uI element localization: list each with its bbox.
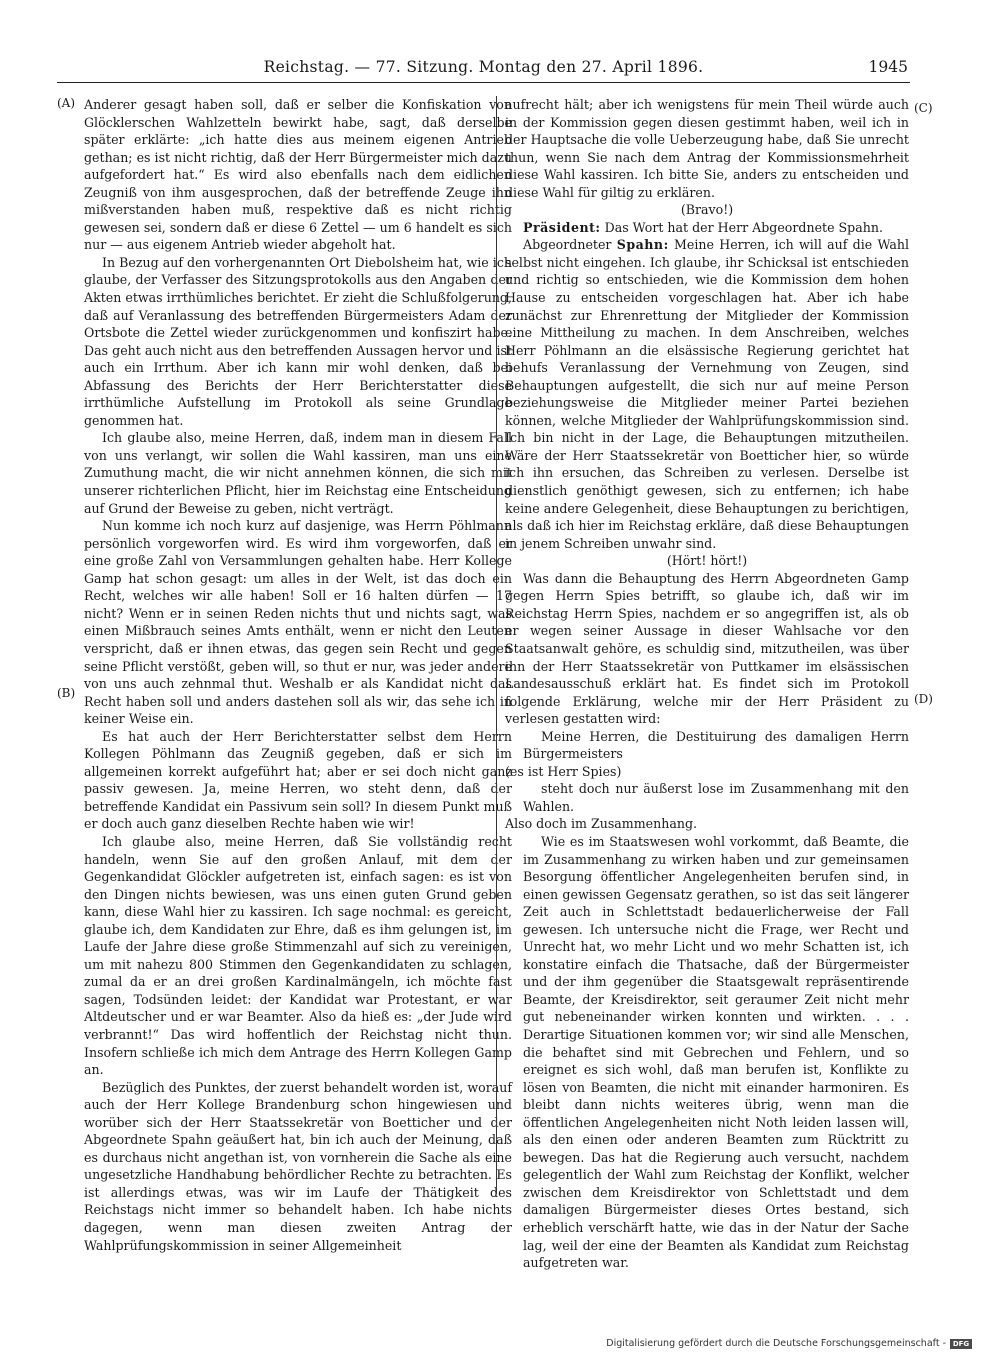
paragraph: Also doch im Zusammenhang. <box>505 816 698 832</box>
parenthetical: (es ist Herr Spies) <box>505 763 622 779</box>
margin-marker-d: (D) <box>914 692 933 706</box>
digitization-credit <box>606 1338 972 1349</box>
left-column <box>84 96 512 1254</box>
speaker-spahn: Spahn: <box>616 237 669 253</box>
paragraph: aufrecht hält; aber ich wenigstens für mein Theil würde auch in der Kommission gegen diesen gestimmt haben, weil ich in der Hauptsache die volle Ueberzeugung habe, daß Sie unrecht thun, wenn Sie nach dem Antrag der Kommissionsmehrheit diese Wahl kassiren. Ich bitte Sie, anders zu entscheiden und diese Wahl für giltig zu erklären. <box>505 97 909 200</box>
credit-text: Digitalisierung gefördert durch die Deutsche Forschungsgemeinschaft - <box>606 1338 946 1349</box>
margin-marker-c: (C) <box>914 101 933 115</box>
spahn-statement <box>505 236 909 552</box>
page-number: 1945 <box>868 58 908 76</box>
paragraph: In Bezug auf den vorhergenannten Ort Diebolsheim hat, wie ich glaube, der Verfasser des Sitzungsprotokolls aus den Angaben der Akten etwas irrthümliches berichtet. Er zieht die Schlußfolgerung, daß auf Veranlassung des betreffenden Bürgermeisters Adam der Ortsbote die Zettel wieder zurückgenommen und konfiszirt habe. Das geht auch nicht aus den betreffenden Aussagen hervor und ist auch ein Irrthum. Aber ich kann mir wohl denken, daß bei Abfassung des Berichts der Herr Berichterstatter diese irrthümliche Aufstellung im Protokoll als seine Grundlage genommen hat. <box>84 254 512 428</box>
right-column <box>505 96 909 1272</box>
president-text: Das Wort hat der Herr Abgeordnete Spahn. <box>604 219 883 235</box>
interjection-hoert: (Hört! hört!) <box>666 553 748 569</box>
spahn-text: Meine Herren, ich will auf die Wahl selbst nicht eingehen. Ich glaube, ihr Schicksal ist entschieden und richtig so entschieden, wie die Kommission dem hohen Hause zu entscheiden vorgeschlagen hat. Aber ich habe zunächst zur Ehrenrettung der Mitglieder der Kommission eine Mittheilung zu machen. In dem Anschreiben, welches Herr Pöhlmann an die elsässische Regierung gerichtet hat behufs Veranlassung der Vernehmung von Zeugen, sind Behauptungen aufgestellt, die sich nur auf meine Person beziehungsweise die Mitglieder meiner Partei beziehen können, welche Mitglieder der Wahlprüfungskommission sind. Ich bin nicht in der Lage, die Behauptungen mitzutheilen. Wäre der Herr Staatssekretär von Boetticher hier, so würde ich ihn ersuchen, das Schreiben zu verlesen. Derselbe ist dienstlich genöthigt gewesen, sich zu entfernen; ich habe keine andere Gelegenheit, diese Behauptungen zu berichtigen, als daß ich hier im Reichstag erkläre, daß diese Behauptungen in jenem Schreiben unwahr sind. <box>505 237 909 551</box>
paragraph: Ich glaube also, meine Herren, daß Sie vollständig recht handeln, wenn Sie auf den großen Anlauf, mit dem der Gegenkandidat Glöckler aufgetreten ist, einfach sagen: es ist von den Dingen nichts bewiesen, was uns einen guten Grund geben kann, diese Wahl hier zu kassiren. Ich sage nochmal: es gereicht, glaube ich, dem Kandidaten zur Ehre, daß es ihm gelungen ist, im Laufe der Jahre diese große Stimmenzahl auf sich zu vereinigen, um mit nahezu 800 Stimmen den Gegenkandidaten zu schlagen, zumal da er an drei großen Kardinalmängeln, ich möchte fast sagen, Todsünden leidet: der Kandidat war Protestant, er war Altdeutscher und er war Beamter. Also da hieß es: „der Jude wird verbrannt!“ Das wird hoffentlich der Reichstag nicht thun. Insofern schließe ich mich dem Antrage des Herrn Kollegen Gamp an. <box>84 833 512 1078</box>
dfg-logo: DFG <box>950 1339 972 1349</box>
column-divider <box>496 96 497 1194</box>
quotation: steht doch nur äußerst lose im Zusammenhang mit den Wahlen. <box>523 781 909 814</box>
margin-marker-b: (B) <box>57 686 76 700</box>
interjection-bravo: (Bravo!) <box>680 202 734 218</box>
margin-marker-a: (A) <box>57 96 76 110</box>
paragraph: Bezüglich des Punktes, der zuerst behandelt worden ist, worauf auch der Herr Kollege Brandenburg schon hingewiesen und worüber sich der Herr Staatssekretär von Boetticher und der Abgeordnete Spahn geäußert hat, bin ich auch der Meinung, daß es durchaus nicht angethan ist, von vornherein die Sache als eine ungesetzliche Handhabung behördlicher Rechte zu betrachten. Es ist allerdings etwas, was wir im Laufe der Thätigkeit des Reichstags nicht immer so behandelt haben. Ich habe nichts dagegen, wenn man diesen zweiten Antrag der Wahlprüfungskommission in seiner Allgemeinheit <box>84 1079 512 1253</box>
speaker-president: Präsident: <box>523 219 601 235</box>
running-header <box>57 56 910 83</box>
quotation: Wie es im Staatswesen wohl vorkommt, daß Beamte, die im Zusammenhang zu wirken haben und zur gemeinsamen Besorgung öffentlicher Angelegenheiten berufen sind, in einen gewissen Gegensatz gerathen, so ist das seit längerer Zeit auch in Schlettstadt bedauerlicherweise der Fall gewesen. Ich untersuche nicht die Frage, wer Recht und Unrecht hat, wo mehr Licht und wo mehr Schatten ist, ich konstatire einfach die Thatsache, daß der Bürgermeister und der ihm gegenüber die Staatsgewalt repräsentirende Beamte, der Kreisdirektor, seit geraumer Zeit nicht mehr gut nebeneinander wirken konnten und wirkten. . . . Derartige Situationen kommen vor; wir sind alle Menschen, die behaftet sind mit Gebrechen und Fehlern, und so ereignet es sich wohl, daß man berufen ist, Konflikte zu lösen von Beamten, die nicht mit einander harmoniren. Es bleibt dann nichts weiteres übrig, wenn man die öffentlichen Angelegenheiten nicht Noth leiden lassen will, als den einen oder anderen Beamten zum Rücktritt zu bewegen. Das hat die Regierung auch versucht, nachdem gelegentlich der Wahl zum Reichstag der Konflikt, welcher zwischen dem Kreisdirektor von Schlettstadt und dem damaligen Bürgermeister dieses Ortes bestand, sich erheblich verschärft hatte, wie das in der Natur der Sache lag, weil der eine der Beamten als Kandidat zum Reichstag aufgetreten war. <box>523 833 909 1271</box>
running-title: Reichstag. — 77. Sitzung. Montag den 27. April 1896. <box>263 58 704 76</box>
paragraph: Ich glaube also, meine Herren, daß, indem man in diesem Fall von uns verlangt, wir sollen die Wahl kassiren, man uns eine Zumuthung macht, die wir nicht annehmen können, die sich mit unserer richterlichen Pflicht, hier im Reichstag eine Entscheidung auf Grund der Beweise zu geben, nicht verträgt. <box>84 430 512 516</box>
paragraph: Anderer gesagt haben soll, daß er selber die Konfiskation von Glöcklerschen Wahlzetteln bewirkt habe, sagt, daß derselbe später erklärte: „ich hatte dies aus meinem eigenen Antrieb gethan; es ist nicht richtig, daß der Herr Bürgermeister mich dazu aufgefordert hat.“ Es wird also ebenfalls nach dem eidlichen Zeugniß von ihm ausgesprochen, daß der betreffende Zeuge ihn mißverstanden haben muß, respektive daß es nicht richtig gewesen sei, sondern daß er diese 6 Zettel — um 6 handelt es sich nur — aus eigenem Antrieb wieder abgeholt hat. <box>84 97 512 253</box>
paragraph: Was dann die Behauptung des Herrn Abgeordneten Gamp gegen Herrn Spies betrifft, so glaube ich, daß wir im Reichstag Herrn Spies, nachdem er so angegriffen ist, als ob er wegen seiner Aussage in dieser Wahlsache vor den Staatsanwalt gehöre, es schuldig sind, mitzutheilen, was über ihn der Herr Staatssekretär von Puttkamer im elsässischen Landesausschuß erklärt hat. Es findet sich im Protokoll folgende Erklärung, welche mir der Herr Präsident zu verlesen gestatten wird: <box>505 570 909 727</box>
paragraph: Es hat auch der Herr Berichterstatter selbst dem Herrn Kollegen Pöhlmann das Zeugniß gegeben, daß er sich im allgemeinen korrekt aufgeführt hat; aber er sei doch nicht ganz passiv gewesen. Ja, meine Herren, wo steht denn, daß der betreffende Kandidat ein Passivum sein soll? In diesem Punkt muß er doch auch ganz dieselben Rechte haben wie wir! <box>84 728 512 832</box>
speaker-title: Abgeordneter <box>523 237 612 253</box>
paragraph: Nun komme ich noch kurz auf dasjenige, was Herrn Pöhlmann persönlich vorgeworfen wird. Es wird ihm vorgeworfen, daß er eine große Zahl von Versammlungen gehalten habe. Herr Kollege Gamp hat schon gesagt: um alles in der Welt, ist das doch ein Recht, welches wir alle haben! Soll er 16 halten dürfen — 17 nicht? Wenn er in seinen Reden nichts thut und nichts sagt, was einen Mißbrauch seines Amts enthält, wenn er nicht den Leuten verspricht, daß er ihnen etwas, das gegen sein Recht und gegen seine Pflicht verstößt, geben will, so thut er nur, was jeder andere von uns auch zehnmal thut. Weshalb er als Kandidat nicht das Recht haben soll und anders dastehen soll als wir, das sehe ich in keiner Weise ein. <box>84 518 512 727</box>
president-statement <box>505 219 909 237</box>
quotation: Meine Herren, die Destituirung des damaligen Herrn Bürgermeisters <box>523 728 909 762</box>
